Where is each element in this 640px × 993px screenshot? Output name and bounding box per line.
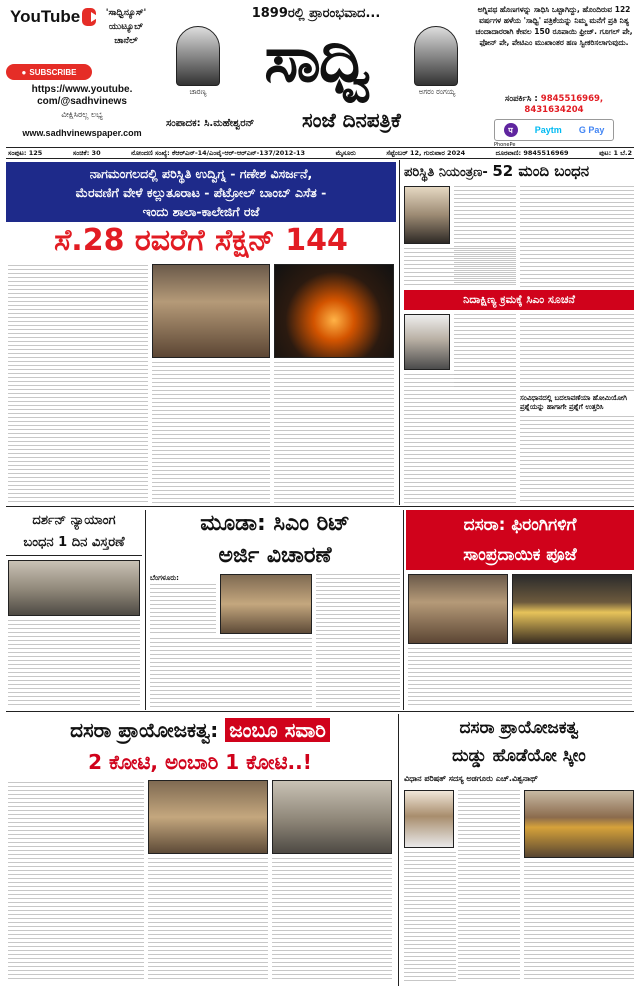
since-line: 1899ರಲ್ಲಿ ಪ್ರಾರಂಭವಾದ... — [251, 6, 381, 21]
sponsorship-article-col1 — [8, 782, 144, 982]
yt-note: ವೀಕ್ಷಿಸಿರಲ್ಲ ಲಭ್ಯ — [61, 110, 103, 119]
subscription-ad — [474, 4, 634, 146]
contact-label: ಸಂಪರ್ಕಿಸಿ : — [504, 94, 538, 104]
darshan-article — [8, 620, 140, 708]
phonepe-label: PhonePe — [494, 142, 516, 148]
lead-photo-fire — [274, 264, 394, 358]
editor-line: ಸಂಪಾದಕ: ಸಿ.ಮಹೇಶ್ವರನ್ — [166, 118, 255, 129]
masthead-center — [162, 4, 470, 144]
sponsorship-photo-1 — [148, 780, 268, 854]
darshan-headline: ದರ್ಶನ್ ನ್ಯಾಯಾಂಗ ಬಂಧನ 1 ದಿನ ವಿಸ್ತರಣೆ — [6, 510, 142, 556]
cm-question: ಸಂವಿಧಾನದಲ್ಲಿ ಬದಲಾವಣೆಯಾ ಹೋಮಿಯೋಗಿ ಪ್ರಶ್ನೆಯನ್ನು ಹಾಗಾಗೇ ಪ್ರಶ್ನೆಗೆ ಉತ್ತರಿಸಿ — [520, 394, 627, 411]
column-rule — [399, 160, 400, 505]
bell-icon: ● — [21, 67, 27, 77]
lead-article-col2 — [152, 362, 270, 503]
newspaper-title: ಸಾಧ್ವಿ — [264, 23, 370, 97]
cm-article-col3 — [520, 416, 634, 504]
cm-article-col2 — [520, 314, 634, 392]
muda-dateline: ಬೆಂಗಳೂರು: — [150, 574, 179, 582]
sponsorship-article-col2 — [148, 858, 268, 982]
cm-article-col1b — [404, 374, 516, 504]
column-rule-3 — [403, 510, 404, 710]
lead-banner: ನಾಗಮಂಗಲದಲ್ಲಿ ಪರಿಸ್ಥಿತಿ ಉದ್ವಿಗ್ನ - ಗಣೇಶ ವಿಸರ್ಜನೆ, ಮೆರವಣಿಗೆ ವೇಳೆ ಕಲ್ಲುತೂರಾಟ - ಪೆಟ್ರೋಲ್ ಬಾಂಬ್ ಎಸೆತ - ಇಂದು ಶಾಲಾ-ಕಾಲೇಜಿಗೆ ರಜೆ — [6, 162, 396, 222]
right-article-col2 — [520, 186, 634, 288]
sponsorship-headline: ದಸರಾ ಪ್ರಾಯೋಜಕತ್ವ: ಜಂಬೂ ಸವಾರಿ 2 ಕೋಟಿ, ಅಂಬಾರಿ 1 ಕೋಟಿ..! — [6, 714, 394, 778]
paytm-logo: Paytm — [534, 125, 562, 135]
phone: ದೂರವಾಣಿ: 9845516969 — [495, 148, 569, 157]
subscribe-button[interactable]: ● SUBSCRIBE — [6, 64, 92, 80]
payment-logos — [494, 119, 614, 141]
dasara-photo-1 — [408, 574, 508, 644]
section-rule-2 — [6, 711, 634, 712]
yt-channel-name: 'ಸಾಧ್ವಿನ್ಯೂಸ್' — [105, 8, 147, 18]
right-article-col1b — [404, 248, 516, 288]
muda-photo — [220, 574, 312, 634]
jumbo-savari-photo — [524, 790, 634, 858]
column-rule-2 — [145, 510, 146, 710]
lead-headline: ಸೆ.28 ರವರೆಗೆ ಸೆಕ್ಷನ್ 144 — [54, 223, 348, 258]
muda-article-col3 — [150, 638, 312, 708]
sponsorship-article-col3 — [272, 858, 392, 982]
dasara-photo-2 — [512, 574, 632, 644]
date: ಸೆಪ್ಟೆಂಬರ್ 12, ಗುರುವಾರ 2024 — [386, 148, 466, 157]
issue: ಸಂಚಿಕೆ: 30 — [72, 148, 101, 157]
founder-portrait-left — [176, 26, 220, 86]
sponsorship-photo-2 — [272, 780, 392, 854]
official-portrait — [404, 186, 450, 244]
muda-headline: ಮೂಡಾ: ಸಿಎಂ ರಿಟ್ ಅರ್ಜಿ ವಿಚಾರಣೆ — [200, 511, 350, 568]
phone-2: 8431634204 — [524, 105, 584, 115]
dasara-cannon-headline: ದಸರಾ: ಫಿರಂಗಿಗಳಿಗೆ ಸಾಂಪ್ರದಾಯಿಕ ಪೂಜೆ — [406, 510, 634, 570]
scheme-article-col1 — [458, 790, 520, 982]
pages: ಪುಟ: 1 ಬೆ.2 — [599, 148, 632, 157]
cm-box-headline: ನಿದಾಕ್ಷಿಣ್ಯ ಕ್ರಮಕ್ಕೆ ಸಿಎಂ ಸೂಚನೆ — [404, 290, 634, 310]
lead-article-col3 — [274, 362, 394, 503]
youtube-url[interactable]: https://www.youtube. com/@sadhvinews — [31, 84, 133, 107]
gpay-logo: G Pay — [578, 125, 605, 135]
column-rule-4 — [398, 714, 399, 986]
lead-photo-crowd — [152, 264, 270, 358]
city: ಮೈಸೂರು — [335, 148, 356, 157]
muda-article-col1 — [150, 584, 216, 634]
cm-portrait — [404, 314, 450, 370]
volume: ಸಂಪುಟ: 125 — [8, 148, 43, 157]
scheme-headline: ದಸರಾ ಪ್ರಾಯೋಜಕತ್ವ ದುಡ್ಡು ಹೊಡೆಯೋ ಸ್ಕೀಂ — [452, 718, 586, 766]
phonepe-icon: प — [504, 123, 518, 137]
website-link[interactable]: www.sadhvinewspaper.com — [22, 128, 142, 138]
tagline: ಸಂಜೆ ದಿನಪತ್ರಿಕೆ — [302, 108, 401, 132]
phone-1: 9845516969, — [540, 94, 604, 104]
registration: ನೋಂದಣಿ ಸಂಖ್ಯೆ: ಕೆಆರ್‌ಎನ್-14/ಎಂವೈ-ಆರ್-ಆರ್‌ಎನ್-137/2012-13 — [131, 148, 306, 157]
scheme-article-col2 — [524, 862, 634, 982]
youtube-logo: YouTube — [10, 6, 96, 28]
info-bar — [6, 147, 634, 159]
founder-portrait-right — [414, 26, 458, 86]
section-rule-1 — [6, 506, 634, 507]
lead-article-col1 — [8, 265, 148, 503]
scheme-article-col1b — [404, 852, 456, 982]
muda-article-col2 — [316, 574, 400, 708]
founder-left-caption: ಚಾರಣ್ಯ — [189, 88, 207, 96]
founder-right-caption: ಅಗರಂ ರಂಗಯ್ಯ — [418, 88, 456, 96]
right-headline: ಪರಿಸ್ಥಿತಿ ನಿಯಂತ್ರಣ- 52 ಮಂದಿ ಬಂಧನ — [404, 162, 590, 180]
vishwanath-portrait — [404, 790, 454, 848]
youtube-promo[interactable]: YouTube ● SUBSCRIBE 'ಸಾಧ್ವಿನ್ಯೂಸ್' ಯುಟ್ಯೂಬ್ ಚಾನೆಲ್ https://www.youtube. com/@sadhvinews ವೀಕ್ಷಿಸಿರಲ್ಲ ಲಭ್ಯ — [6, 6, 156, 124]
ad-text: ಅಗ್ನಿಪಥ ಹೊಣಗಳನ್ನು ಸಾಧಿಸಿ ಒಟ್ಟಾಗಿದ್ದು, ಹೊಂದಿರುವ 122 ವರ್ಷಗಳ ಹಳೆಯ 'ಸಾಧ್ವಿ' ಪತ್ರಿಕೆಯನ್ನು ನಿಮ್ಮ ಮನೆಗೆ ಪ್ರತಿ ನಿತ್ಯ ಚಂದಾದಾರರಾಗಿ ಕೇವಲ 150 ರೂಪಾಯಿ ಫ್ರೀಜ್. ಗೂಗಲ್ ಪೇ, ಫೋನ್ ಪೇ, ಪೇಟಿಎಂ ಮುಖಾಂತರ ಹಣ ಸ್ವೀಕರಿಸಲಾಗುವುದು. — [475, 5, 633, 47]
scheme-subheadline: ವಿಧಾನ ಪರಿಷತ್ ಸದಸ್ಯ ಅಡಗೂರು ಎಚ್.ವಿಶ್ವನಾಥ್ — [404, 774, 538, 783]
dasara-article — [408, 648, 632, 708]
darshan-photo — [8, 560, 140, 616]
